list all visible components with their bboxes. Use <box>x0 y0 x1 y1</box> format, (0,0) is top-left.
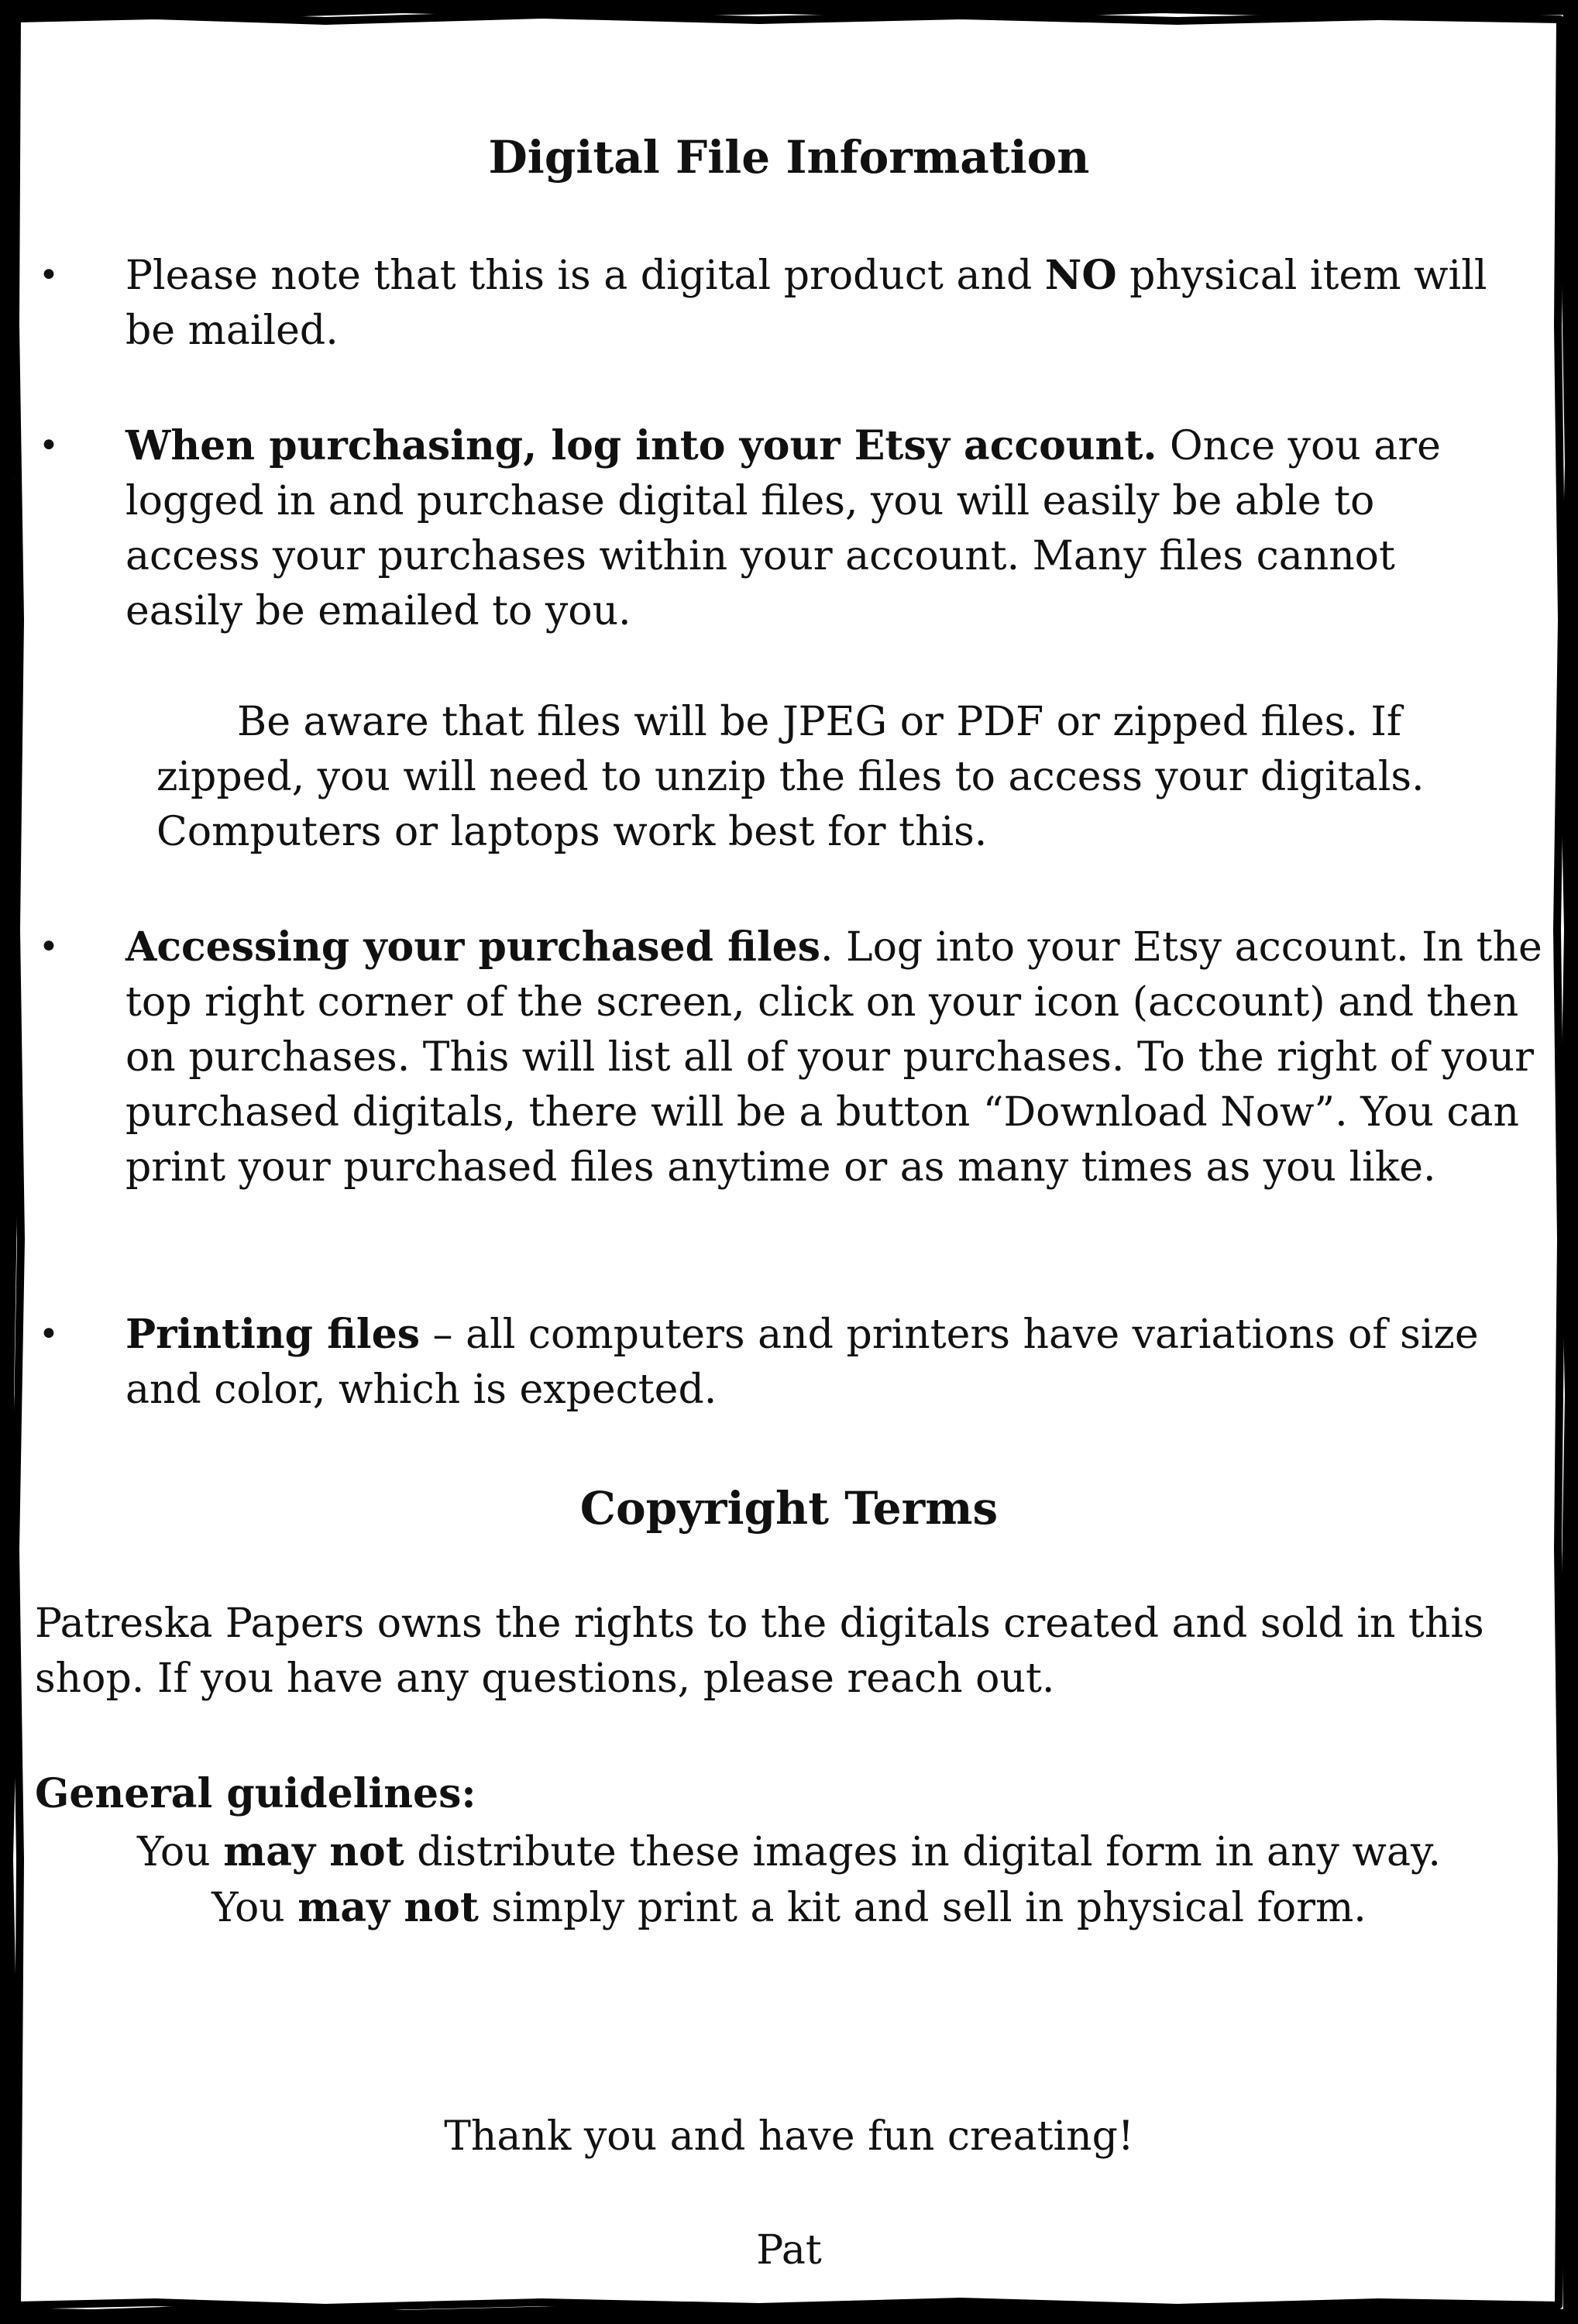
guidelines-label: General guidelines: <box>35 1770 476 1817</box>
bullet-1-text: Please note that this is a digital product and NO physical item will be mailed. <box>125 252 1487 354</box>
bullet-2-text: When purchasing, log into your Etsy account. Once you are logged in and purchase digital files, you will easily be able to access your purchases within your account. Many files cannot easily be emailed to you. <box>125 422 1441 634</box>
page-title: Digital File Information <box>488 131 1090 184</box>
bullet-marker-4: • <box>39 1315 59 1354</box>
thanks-text: Thank you and have fun creating! <box>444 2113 1134 2160</box>
bullet-marker-3: • <box>39 927 59 967</box>
bullet-marker-1: • <box>39 256 59 295</box>
bullet-3-text: Accessing your purchased files. Log into your Etsy account. In the top right corner of the screen, click on your icon (account) and then on purchases. This will list all of your purchases. To the right of your purchased digitals, there will be a button “Download Now”. You can print your purchased files anytime or as many times as you like. <box>125 923 1542 1191</box>
copyright-title: Copyright Terms <box>579 1482 999 1535</box>
guideline-1: You may not distribute these images in digital form in any way. <box>137 1828 1441 1875</box>
bullet-4-text: Printing files – all computers and printers have variations of size and color, which is expected. <box>125 1311 1479 1413</box>
guideline-2: You may not simply print a kit and sell in physical form. <box>211 1884 1367 1931</box>
copyright-text: Patreska Papers owns the rights to the digitals created and sold in this shop. If you have any questions, please reach out. <box>35 1600 1484 1702</box>
file-format-note: Be aware that files will be JPEG or PDF or zipped files. If zipped, you will need to unzip the files to access your digitals. Computers or laptops work best for this. <box>156 699 1425 855</box>
bullet-marker-2: • <box>39 426 59 466</box>
signature: Pat <box>756 2227 822 2274</box>
